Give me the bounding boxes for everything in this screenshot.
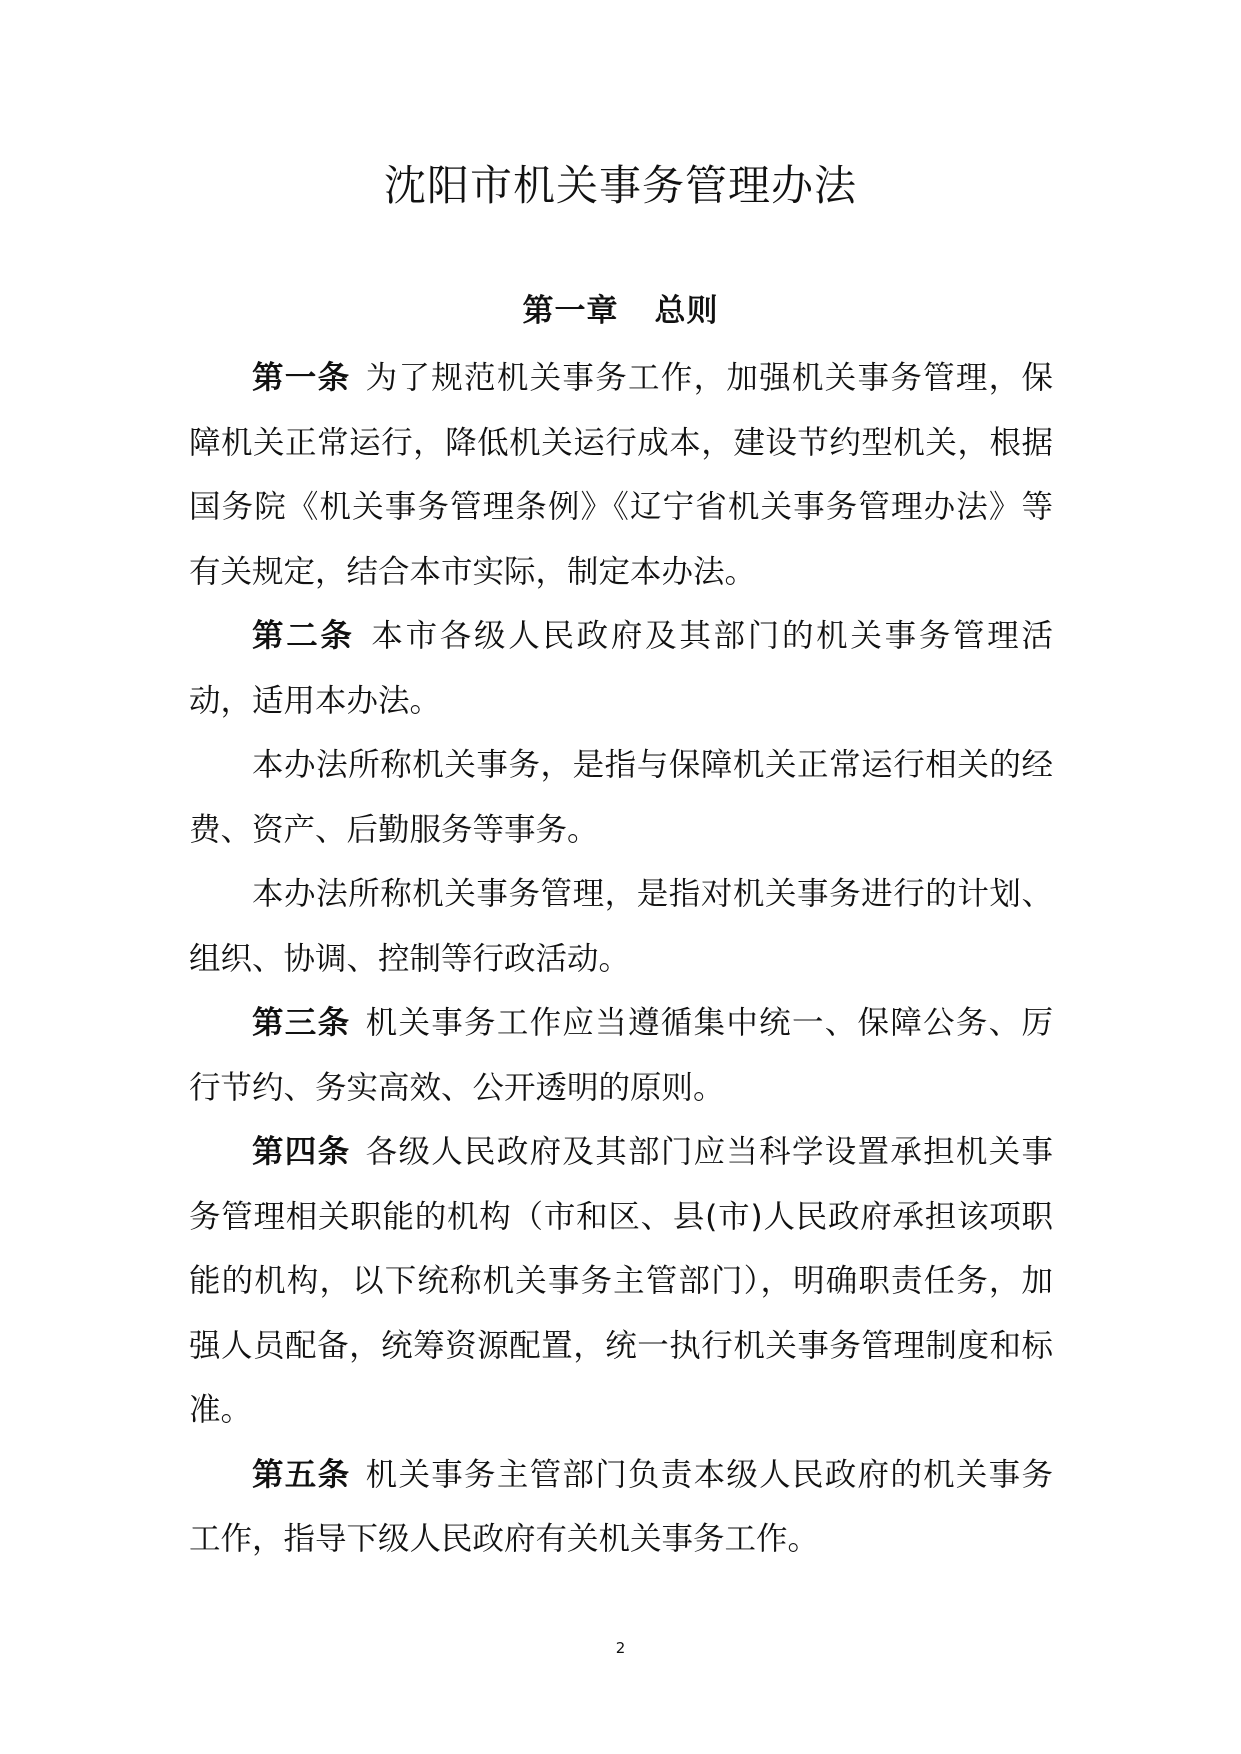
article-2-clause-2 bbox=[189, 733, 1053, 862]
article-text: 为了规范机关事务工作，加强机关事务管理，保障机关正常运行，降低机关运行成本，建设节约型机关，根据国务院《机关事务管理条例》《辽宁省机关事务管理办法》等有关规定，结合本市实际，制定本办法。 bbox=[189, 360, 1053, 590]
article-text: 本市各级人民政府及其部门的机关事务管理活动，适用本办法。 bbox=[189, 618, 1053, 719]
document-title: 沈阳市机关事务管理办法 bbox=[383, 161, 857, 210]
article-2 bbox=[189, 604, 1053, 733]
article-text: 机关事务主管部门负责本级人民政府的机关事务工作，指导下级人民政府有关机关事务工作。 bbox=[189, 1456, 1053, 1557]
document-body bbox=[189, 346, 1053, 1572]
article-label: 第四条 bbox=[252, 1134, 351, 1170]
article-text: 各级人民政府及其部门应当科学设置承担机关事务管理相关职能的机构（市和区、县(市)人民政府承担该项职能的机构，以下统称机关事务主管部门），明确职责任务，加强人员配备，统筹资源配置，统一执行机关事务管理制度和标准。 bbox=[189, 1134, 1053, 1428]
article-label: 第三条 bbox=[252, 1005, 351, 1041]
article-label: 第五条 bbox=[252, 1456, 351, 1493]
page-number: 2 bbox=[615, 1639, 626, 1657]
article-label: 第二条 bbox=[252, 618, 355, 654]
article-5 bbox=[189, 1443, 1053, 1572]
paragraph-text: 本办法所称机关事务管理，是指对机关事务进行的计划、组织、协调、控制等行政活动。 bbox=[189, 876, 1053, 977]
article-1 bbox=[189, 346, 1053, 604]
article-2-clause-3 bbox=[189, 862, 1053, 991]
article-3 bbox=[189, 991, 1053, 1120]
chapter-name: 总则 bbox=[654, 293, 719, 329]
article-label: 第一条 bbox=[252, 360, 351, 396]
paragraph-text: 本办法所称机关事务，是指与保障机关正常运行相关的经费、资产、后勤服务等事务。 bbox=[189, 747, 1053, 848]
article-4 bbox=[189, 1120, 1053, 1443]
article-text: 机关事务工作应当遵循集中统一、保障公务、厉行节约、务实高效、公开透明的原则。 bbox=[189, 1005, 1053, 1106]
chapter-label: 第一章 bbox=[522, 293, 619, 329]
chapter-heading bbox=[0, 290, 1241, 332]
